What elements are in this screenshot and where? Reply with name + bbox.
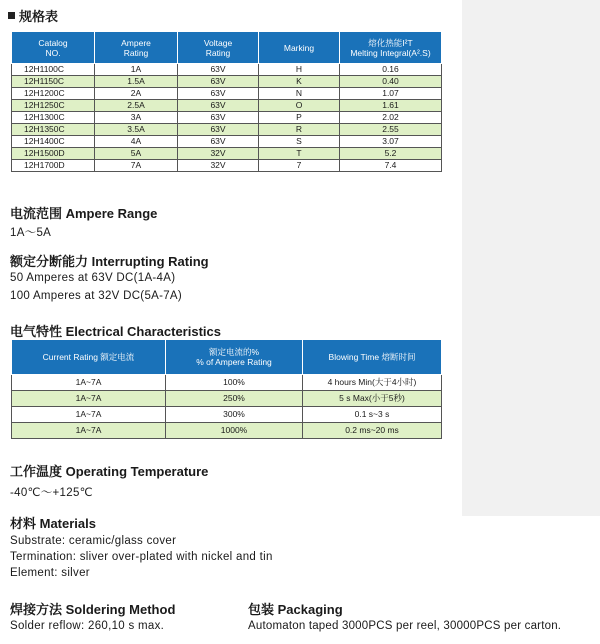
table-row: 12H1700D 7A 32V 7 7.4 xyxy=(12,160,442,172)
header-ampere: Ampere Rating xyxy=(95,32,178,64)
square-bullet-icon xyxy=(8,12,15,19)
table-row: 1A~7A 100% 4 hours Min(大于4小时) xyxy=(12,375,442,391)
operating-temp-text: -40℃～+125℃ xyxy=(10,487,93,499)
materials-substrate: Substrate: ceramic/glass cover xyxy=(10,535,177,547)
soldering-title: 焊接方法 Soldering Method xyxy=(10,602,176,617)
table-row: 1A~7A 1000% 0.2 ms~20 ms xyxy=(12,423,442,439)
table-row: 1A~7A 300% 0.1 s~3 s xyxy=(12,407,442,423)
soldering-text: Solder reflow: 260,10 s max. xyxy=(10,620,165,632)
side-panel xyxy=(462,0,600,516)
header-blowing-time: Blowing Time 熔断时间 xyxy=(303,340,442,375)
materials-element: Element: silver xyxy=(10,567,90,579)
interrupting-line2: 100 Amperes at 32V DC(5A-7A) xyxy=(10,290,183,302)
table-row: 12H1200C 2A 63V N 1.07 xyxy=(12,88,442,100)
materials-termination: Termination: sliver over-plated with nickel and tin xyxy=(10,551,273,563)
ampere-range-title: 电流范围 Ampere Range xyxy=(10,206,158,221)
table-row: 12H1350C 3.5A 63V R 2.55 xyxy=(12,124,442,136)
table-row: 1A~7A 250% 5 s Max(小于5秒) xyxy=(12,391,442,407)
header-percent-rating: 额定电流的% % of Ampere Rating xyxy=(166,340,303,375)
spec-heading xyxy=(8,6,58,25)
header-melting-integral: 熔化热能I²T Melting Integral(A².S) xyxy=(340,32,442,64)
packaging-text: Automaton taped 3000PCS per reel, 30000PCS per carton. xyxy=(248,620,562,632)
spec-title: 规格表 xyxy=(19,9,59,24)
ampere-range-text: 1A～5A xyxy=(10,227,52,239)
table-row: 12H1250C 2.5A 63V O 1.61 xyxy=(12,100,442,112)
electrical-title: 电气特性 Electrical Characteristics xyxy=(10,324,221,339)
interrupting-line1: 50 Amperes at 63V DC(1A-4A) xyxy=(10,272,176,284)
header-marking: Marking xyxy=(259,32,340,64)
table-row: 12H1400C 4A 63V S 3.07 xyxy=(12,136,442,148)
table-row: 12H1300C 3A 63V P 2.02 xyxy=(12,112,442,124)
electrical-table xyxy=(11,339,442,439)
header-catalog: Catalog NO. xyxy=(12,32,95,64)
table-row: 12H1100C 1A 63V H 0.16 xyxy=(12,64,442,76)
spec-table-header-row xyxy=(12,32,442,64)
operating-temp-title: 工作温度 Operating Temperature xyxy=(10,464,209,479)
table-row: 12H1150C 1.5A 63V K 0.40 xyxy=(12,76,442,88)
electrical-header-row xyxy=(12,340,442,375)
spec-table xyxy=(11,31,442,172)
header-current-rating: Current Rating 额定电流 xyxy=(12,340,166,375)
materials-title: 材料 Materials xyxy=(10,516,96,531)
interrupting-title: 额定分断能力 Interrupting Rating xyxy=(10,254,209,269)
header-voltage: Voltage Rating xyxy=(178,32,259,64)
table-row: 12H1500D 5A 32V T 5.2 xyxy=(12,148,442,160)
packaging-title: 包装 Packaging xyxy=(248,602,343,617)
